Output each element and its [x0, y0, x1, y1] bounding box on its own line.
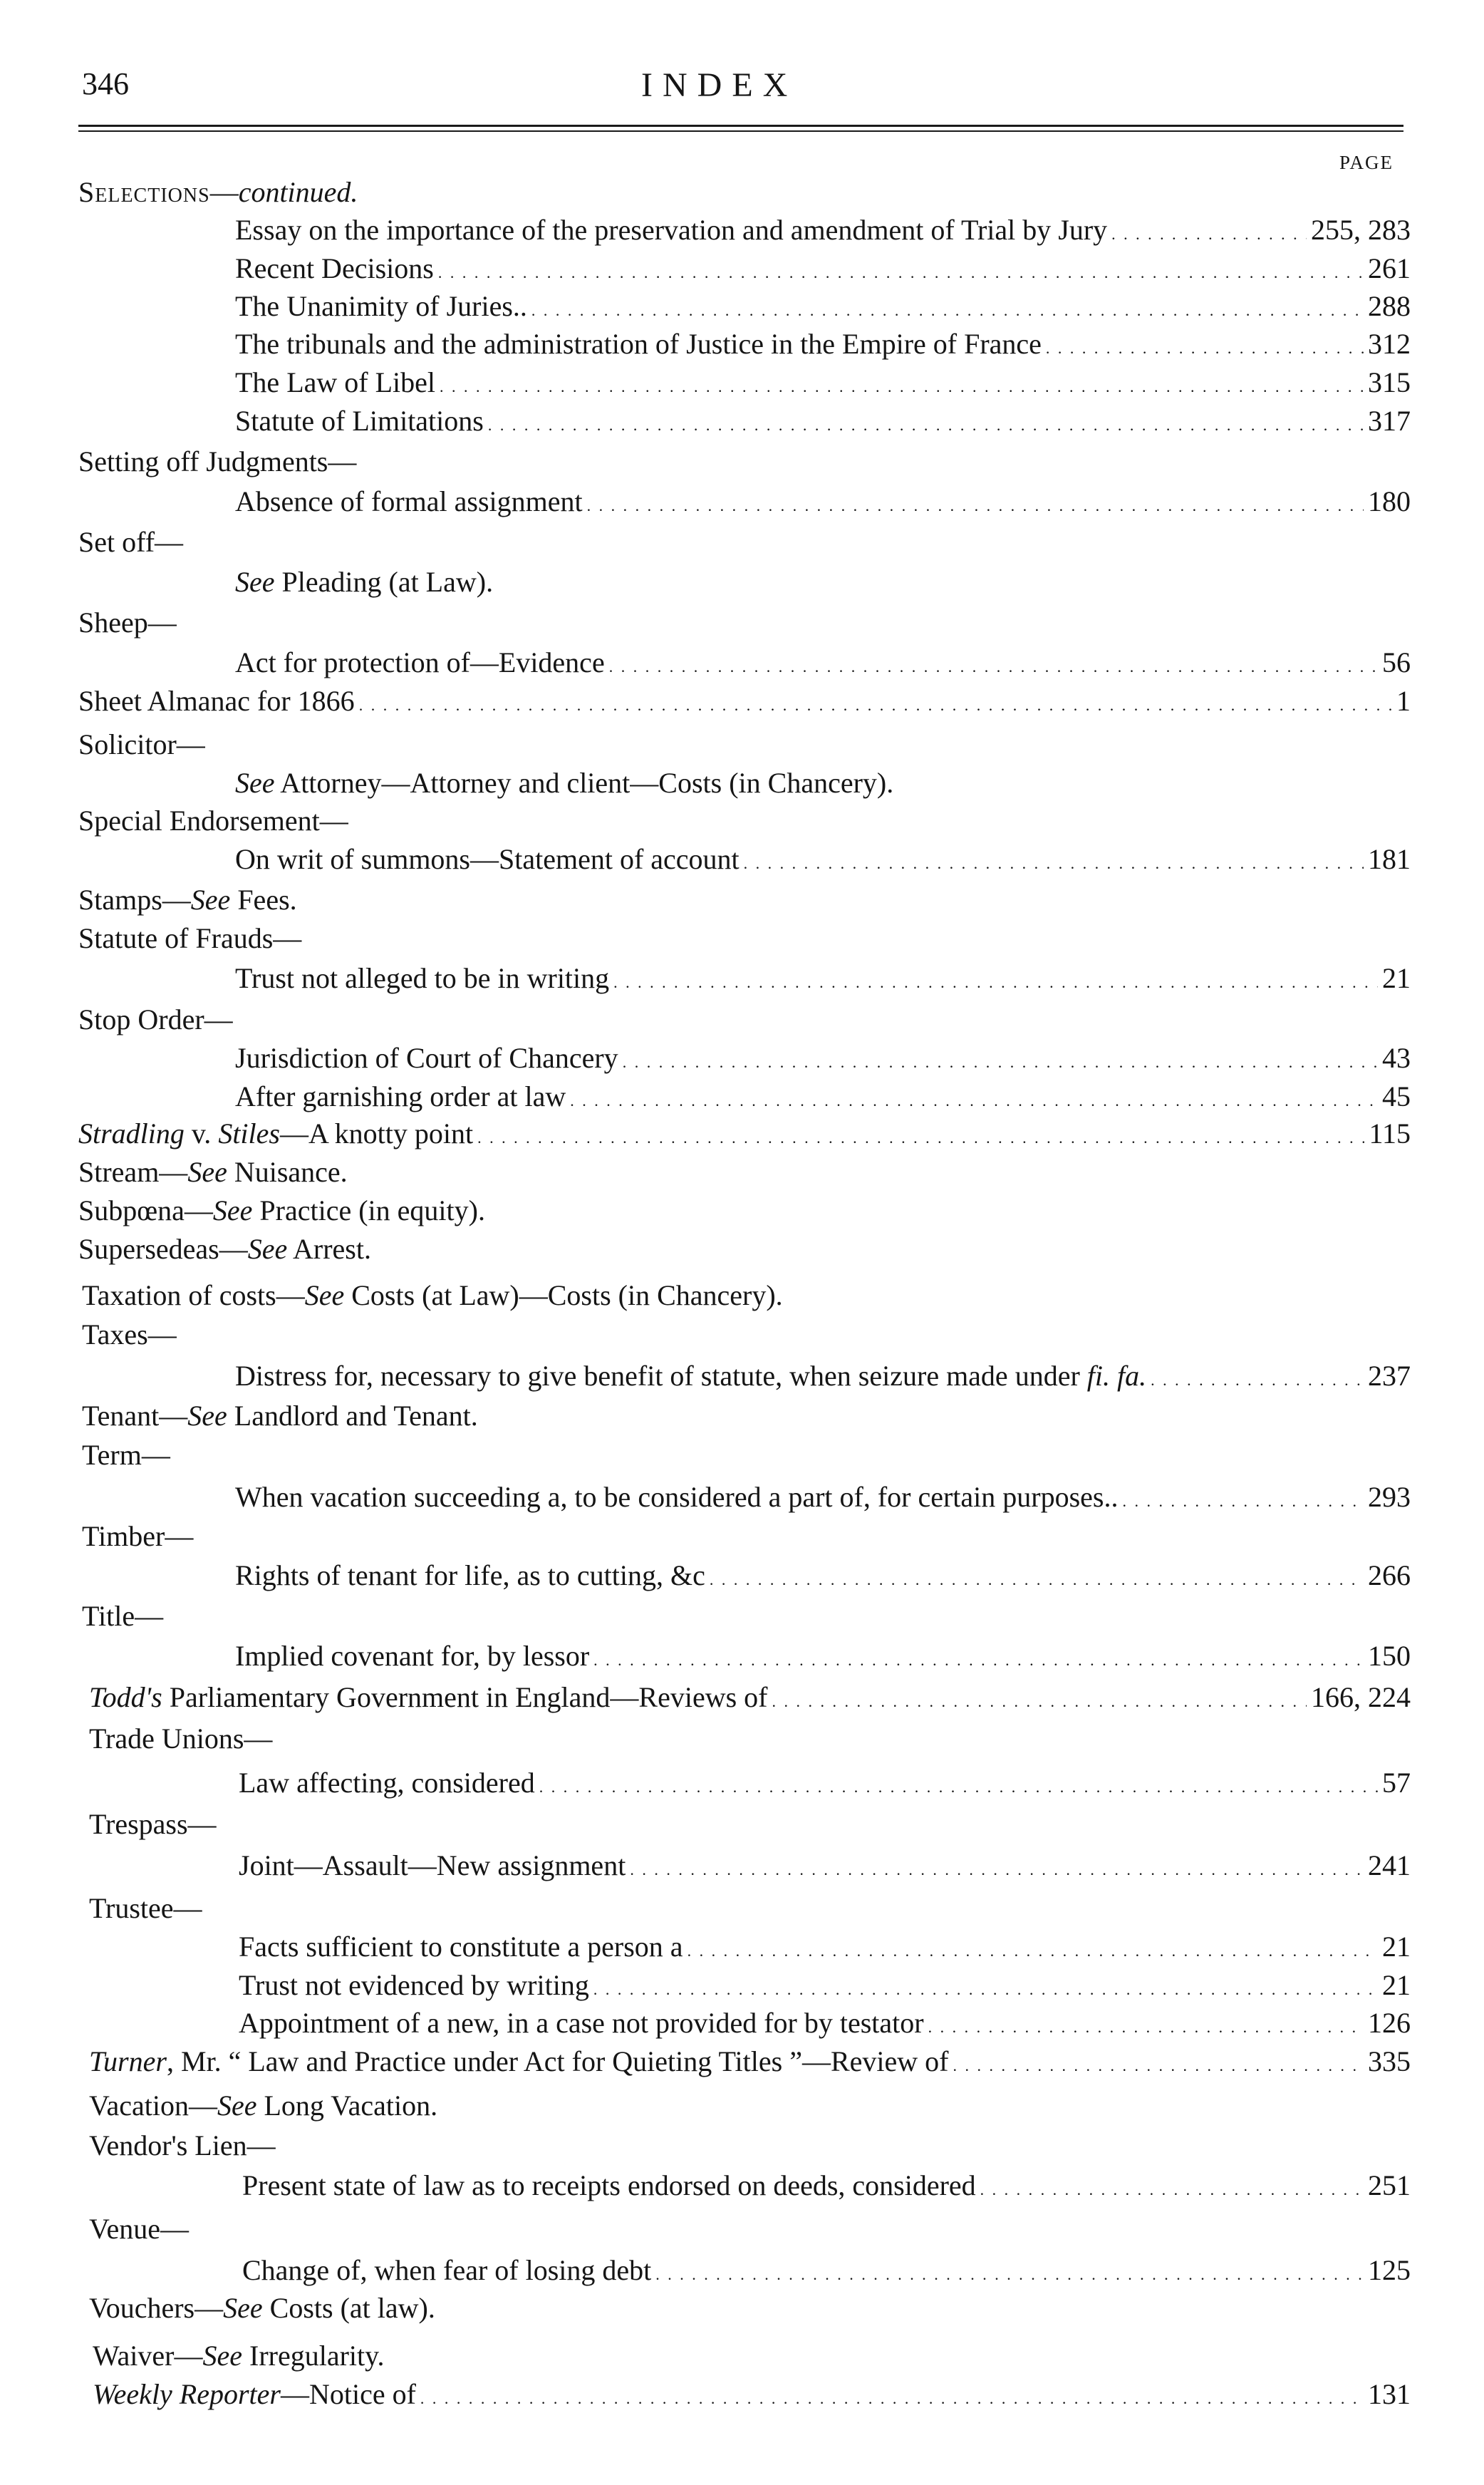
- entry-text: Law affecting, considered: [239, 1767, 535, 1799]
- page-reference: 288: [1368, 290, 1411, 322]
- entry-text: Absence of formal assignment: [235, 485, 583, 517]
- entry-text: Taxes—: [82, 1318, 177, 1350]
- entry-text: Trust not alleged to be in writing: [235, 962, 610, 994]
- index-heading: [82, 1596, 163, 1636]
- dot-leader: [359, 681, 1392, 725]
- index-heading: [89, 1804, 217, 1844]
- entry-text: See Pleading (at Law).: [235, 566, 494, 598]
- page-reference: 21: [1382, 962, 1411, 994]
- entry-text: Statute of Frauds—: [78, 922, 302, 954]
- index-heading: [78, 801, 348, 841]
- entry-text: Trade Unions—: [89, 1722, 273, 1755]
- entry-text: Stradling v. Stiles—A knotty point: [78, 1117, 474, 1149]
- entry-text: Vouchers—See Costs (at law).: [89, 2292, 435, 2324]
- index-entry: [235, 959, 1411, 998]
- index-entry: [235, 1556, 1411, 1596]
- entry-text: Statute of Limitations: [235, 405, 484, 437]
- index-entry: [235, 1356, 1411, 1396]
- page-reference: 335: [1368, 2045, 1411, 2077]
- entry-text: Timber—: [82, 1520, 194, 1552]
- index-entry: [239, 2003, 1411, 2043]
- index-heading: [89, 2209, 189, 2249]
- entry-text: Todd's Parliamentary Government in England—Reviews of: [89, 1681, 768, 1713]
- index-entry: [235, 401, 1411, 441]
- entry-text: Implied covenant for, by lessor: [235, 1640, 590, 1672]
- page-reference: 21: [1382, 1969, 1411, 2001]
- dot-leader: [477, 1114, 1364, 1158]
- dot-leader: [609, 643, 1378, 687]
- index-heading: [235, 763, 893, 803]
- entry-text: The Law of Libel: [235, 366, 435, 398]
- page-reference: 293: [1368, 1481, 1411, 1513]
- entry-text: Tenant—See Landlord and Tenant.: [82, 1400, 478, 1432]
- dot-leader: [687, 1927, 1378, 1971]
- index-entry: [235, 363, 1411, 403]
- index-heading: [82, 1315, 177, 1355]
- index-entry: [235, 249, 1411, 289]
- index-entry: [235, 1477, 1411, 1517]
- entry-text: Title—: [82, 1600, 164, 1632]
- index-entry: [239, 1846, 1411, 1886]
- index-heading: [78, 919, 301, 959]
- dot-leader: [744, 839, 1364, 884]
- index-heading: [89, 1889, 202, 1928]
- index-heading: [82, 1276, 783, 1316]
- entry-text: Change of, when fear of losing debt: [242, 2254, 652, 2286]
- page-reference: 241: [1368, 1849, 1411, 1881]
- index-heading: [78, 1000, 233, 1040]
- index-entry: [89, 2042, 1411, 2082]
- entry-text: Trespass—: [89, 1808, 217, 1840]
- entry-text: Recent Decisions: [235, 252, 434, 284]
- index-heading: [78, 880, 297, 920]
- page-reference: 126: [1368, 2007, 1411, 2039]
- entry-text: Venue—: [89, 2213, 189, 2245]
- header-rule-bottom: [78, 130, 1403, 132]
- index-entry: [242, 2166, 1411, 2206]
- page-reference: 180: [1368, 485, 1411, 517]
- index-entry: [239, 1965, 1411, 2005]
- entry-text: Term—: [82, 1439, 170, 1471]
- entry-text: Joint—Assault—New assignment: [239, 1849, 626, 1881]
- entry-text: Selections—continued.: [78, 176, 358, 208]
- dot-leader: [623, 1038, 1378, 1083]
- entry-text: Weekly Reporter—Notice of: [93, 2378, 416, 2410]
- index-heading: [78, 172, 358, 212]
- entry-text: Trustee—: [89, 1892, 202, 1924]
- index-entry: [239, 1927, 1411, 1967]
- index-entry: [235, 210, 1411, 250]
- entry-text: Vendor's Lien—: [89, 2129, 276, 2161]
- index-heading: [235, 562, 493, 602]
- index-entry: [235, 482, 1411, 522]
- dot-leader: [710, 1556, 1364, 1600]
- index-heading: [78, 1191, 485, 1231]
- index-entry: [235, 643, 1411, 683]
- index-heading: [82, 1435, 170, 1475]
- entry-text: On writ of summons—Statement of account: [235, 843, 740, 875]
- page-reference: 21: [1382, 1931, 1411, 1963]
- dot-leader: [1151, 1356, 1364, 1400]
- entry-text: When vacation succeeding a, to be considered a part of, for certain purposes..: [235, 1481, 1119, 1513]
- entry-text: Stamps—See Fees.: [78, 884, 297, 916]
- dot-leader: [613, 959, 1378, 1003]
- entry-text: Set off—: [78, 526, 184, 558]
- entry-text: Jurisdiction of Court of Chancery: [235, 1042, 618, 1074]
- index-heading: [78, 522, 183, 562]
- page-reference: 45: [1382, 1080, 1411, 1112]
- index-heading: [89, 2288, 435, 2328]
- entry-text: Present state of law as to receipts endorsed on deeds, considered: [242, 2169, 976, 2201]
- dot-leader: [953, 2042, 1364, 2086]
- entry-text: Distress for, necessary to give benefit of statute, when seizure made under fi. fa.: [235, 1360, 1147, 1392]
- entry-text: Rights of tenant for life, as to cutting, &c: [235, 1559, 705, 1591]
- entry-text: Essay on the importance of the preservation and amendment of Trial by Jury: [235, 214, 1108, 246]
- page-reference: 312: [1368, 328, 1411, 360]
- index-heading: [78, 442, 356, 482]
- index-heading: [82, 1517, 193, 1556]
- entry-text: Waiver—See Irregularity.: [93, 2340, 385, 2372]
- entry-text: After garnishing order at law: [235, 1080, 566, 1112]
- page-column-label: PAGE: [1339, 152, 1394, 173]
- entry-text: Act for protection of—Evidence: [235, 646, 605, 678]
- entry-text: Setting off Judgments—: [78, 445, 357, 477]
- header-rule-top: [78, 125, 1403, 127]
- page-reference: 131: [1368, 2378, 1411, 2410]
- entry-text: Vacation—See Long Vacation.: [89, 2089, 438, 2122]
- dot-leader: [1123, 1477, 1364, 1522]
- index-heading: [78, 1152, 348, 1192]
- page-reference: 166, 224: [1311, 1681, 1411, 1713]
- dot-leader: [630, 1846, 1364, 1890]
- entry-text: Stream—See Nuisance.: [78, 1156, 348, 1188]
- entry-text: Special Endorsement—: [78, 805, 348, 837]
- dot-leader: [488, 401, 1364, 445]
- index-entry: [89, 1678, 1411, 1717]
- index-entry: [235, 1636, 1411, 1676]
- dot-leader: [772, 1678, 1307, 1722]
- index-entry: [235, 324, 1411, 364]
- page-reference: 56: [1382, 646, 1411, 678]
- entry-text: Subpœna—See Practice (in equity).: [78, 1194, 485, 1226]
- page-reference: 255, 283: [1311, 214, 1411, 246]
- index-entry: [242, 2251, 1411, 2290]
- dot-leader: [980, 2166, 1364, 2210]
- entry-text: Sheep—: [78, 606, 177, 639]
- index-entry: [235, 1077, 1411, 1117]
- page-reference: 261: [1368, 252, 1411, 284]
- page-reference: 43: [1382, 1042, 1411, 1074]
- dot-leader: [1111, 210, 1307, 254]
- entry-text: Taxation of costs—See Costs (at Law)—Costs (in Chancery).: [82, 1279, 783, 1311]
- dot-leader: [539, 1763, 1378, 1807]
- page-reference: 237: [1368, 1360, 1411, 1392]
- page-reference: 125: [1368, 2254, 1411, 2286]
- dot-leader: [928, 2003, 1364, 2047]
- page-title: INDEX: [641, 66, 798, 104]
- page-reference: 317: [1368, 405, 1411, 437]
- index-entry: [78, 681, 1411, 721]
- index-heading: [78, 1229, 371, 1269]
- page-reference: 115: [1369, 1117, 1411, 1149]
- index-entry: [235, 1038, 1411, 1078]
- entry-text: Turner, Mr. “ Law and Practice under Act for Quieting Titles ”—Review of: [89, 2045, 949, 2077]
- index-entry: [93, 2375, 1411, 2414]
- index-heading: [82, 1396, 478, 1436]
- index-entry: [235, 839, 1411, 879]
- entry-text: Supersedeas—See Arrest.: [78, 1233, 371, 1265]
- page-reference: 251: [1368, 2169, 1411, 2201]
- entry-text: Appointment of a new, in a case not provided for by testator: [239, 2007, 924, 2039]
- page-reference: 57: [1382, 1767, 1411, 1799]
- index-heading: [78, 725, 205, 765]
- index-heading: [93, 2336, 385, 2376]
- dot-leader: [587, 482, 1364, 526]
- dot-leader: [440, 363, 1364, 407]
- index-entry: [78, 1114, 1411, 1154]
- page-reference: 266: [1368, 1559, 1411, 1591]
- entry-text: The Unanimity of Juries..: [235, 290, 527, 322]
- entry-text: Trust not evidenced by writing: [239, 1969, 589, 2001]
- entry-text: Facts sufficient to constitute a person a: [239, 1931, 683, 1963]
- index-heading: [89, 1719, 272, 1759]
- page-reference: 181: [1368, 843, 1411, 875]
- dot-leader: [593, 1636, 1364, 1680]
- entry-text: See Attorney—Attorney and client—Costs (in Chancery).: [235, 767, 894, 799]
- dot-leader: [420, 2375, 1364, 2419]
- index-entry: [239, 1763, 1411, 1803]
- page-number: 346: [82, 66, 129, 101]
- entry-text: Sheet Almanac for 1866: [78, 685, 355, 717]
- entry-text: The tribunals and the administration of Justice in the Empire of France: [235, 328, 1042, 360]
- entry-text: Solicitor—: [78, 728, 205, 760]
- index-heading: [78, 603, 177, 643]
- index-entry: [235, 286, 1411, 326]
- dot-leader: [1046, 324, 1364, 368]
- page-reference: 150: [1368, 1640, 1411, 1672]
- dot-leader: [655, 2251, 1364, 2295]
- index-heading: [89, 2086, 437, 2126]
- page-reference: 1: [1396, 685, 1411, 717]
- index-heading: [89, 2126, 276, 2166]
- entry-text: Stop Order—: [78, 1003, 233, 1035]
- page-reference: 315: [1368, 366, 1411, 398]
